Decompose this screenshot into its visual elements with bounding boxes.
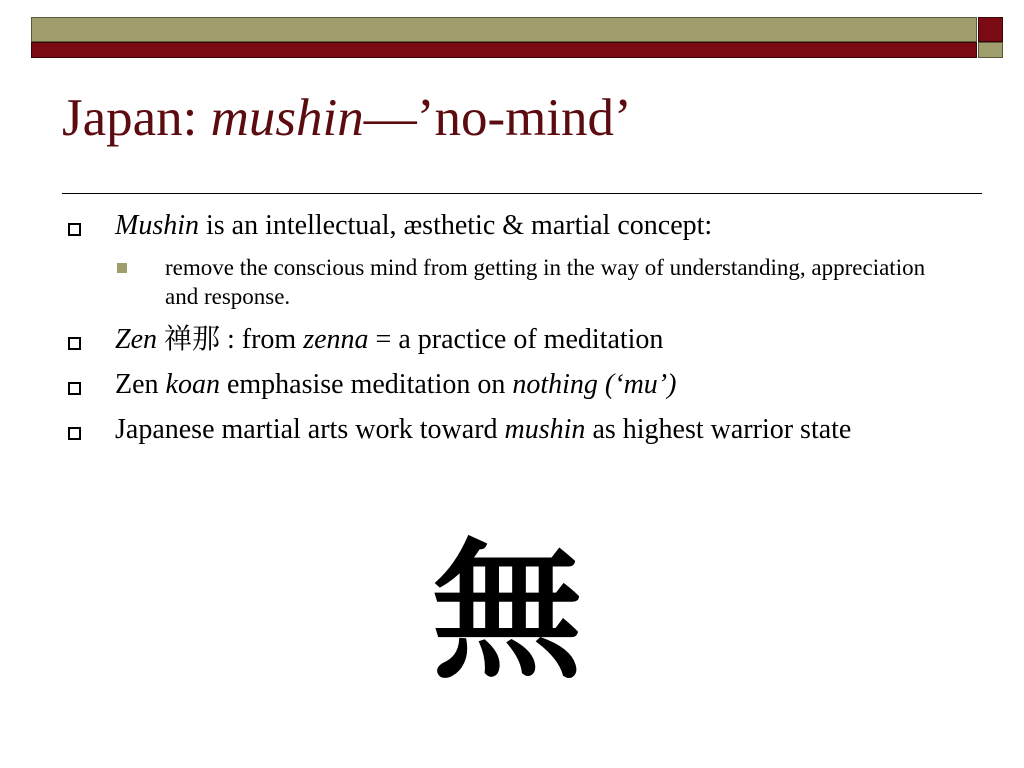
bullet-text: emphasise meditation on: [219, 369, 513, 400]
mu-kanji-calligraphy: 無: [432, 526, 583, 700]
bullet-text: zenna: [303, 324, 369, 355]
bullet-text: Zen: [115, 369, 166, 400]
bullet-text: nothing (‘mu’): [512, 369, 677, 400]
bullet-text: is an intellectual, æsthetic & martial concept:: [199, 210, 713, 241]
title-divider: [62, 193, 982, 194]
bullet-list: [62, 208, 962, 457]
bullet-text: = a practice of meditation: [368, 324, 664, 355]
bullet-item-mushin-concept: [62, 208, 962, 243]
bullet-text: 禅那 : from: [157, 324, 304, 355]
hollow-square-bullet-icon: [68, 427, 81, 440]
sub-bullet-text: remove the conscious mind from getting in the way of understanding, appreciation and response.: [165, 255, 926, 309]
bullet-item-zen: [62, 322, 962, 357]
hollow-square-bullet-icon: [68, 337, 81, 350]
bullet-item-martial-arts: [62, 412, 962, 447]
bullet-text: Japanese martial arts work toward: [115, 414, 505, 445]
bullet-text: as highest warrior state: [585, 414, 852, 445]
header-bar-olive: [31, 17, 977, 42]
slide-title: [62, 89, 632, 147]
bullet-text: mushin: [504, 414, 586, 445]
header-square-olive: [978, 42, 1003, 58]
title-text-mushin: mushin: [210, 89, 364, 147]
hollow-square-bullet-icon: [68, 382, 81, 395]
title-text-japan: Japan:: [62, 89, 211, 147]
sub-bullet-item-remove-mind: [62, 253, 945, 311]
bullet-text: koan: [165, 369, 220, 400]
bullet-text: Zen: [115, 324, 157, 355]
bullet-text: Mushin: [115, 210, 199, 241]
title-text-no-mind: —’no-mind’: [363, 89, 632, 147]
filled-square-bullet-icon: [117, 263, 127, 273]
bullet-item-zen-koan: [62, 367, 962, 402]
header-bar-maroon: [31, 42, 977, 58]
hollow-square-bullet-icon: [68, 223, 81, 236]
header-square-maroon: [978, 17, 1003, 42]
